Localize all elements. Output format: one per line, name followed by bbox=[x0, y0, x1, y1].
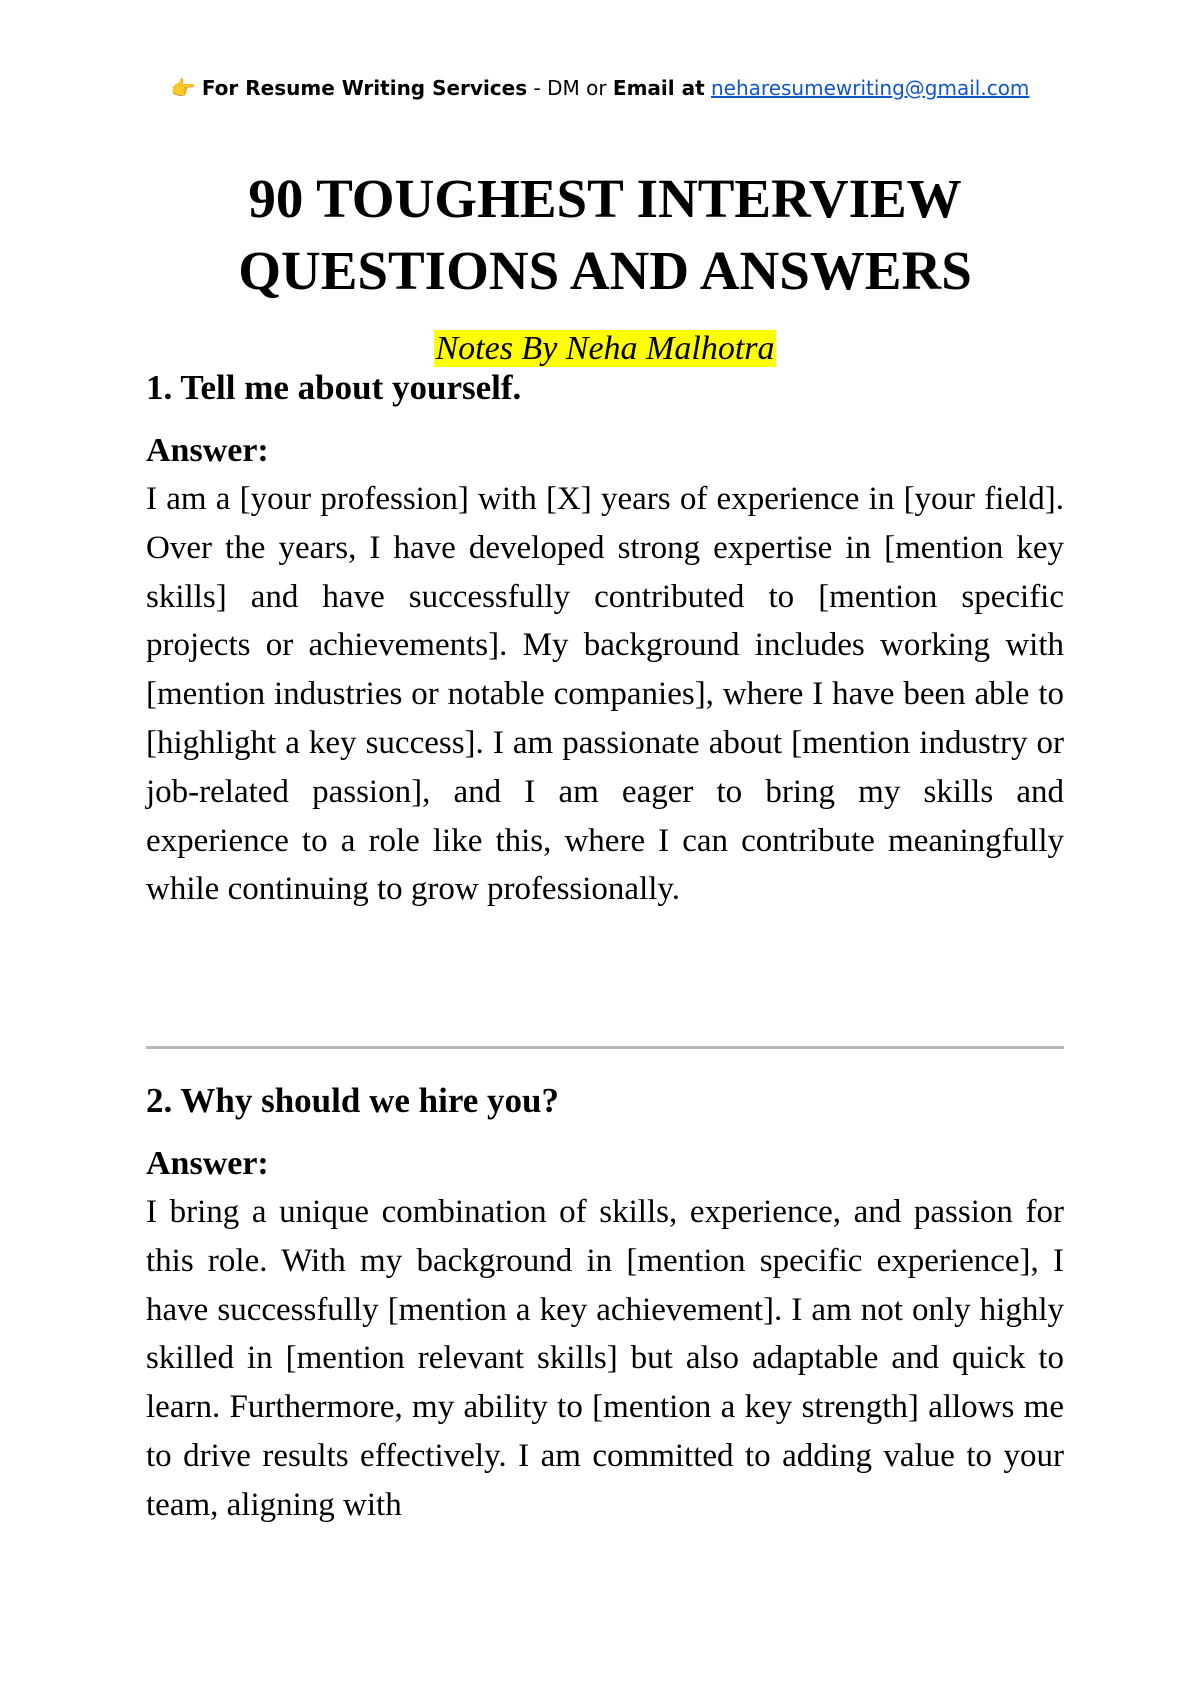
title-line-1: 90 TOUGHEST INTERVIEW bbox=[248, 168, 962, 229]
question-heading: 1. Tell me about yourself. bbox=[146, 368, 522, 407]
answer-label: Answer: bbox=[146, 432, 269, 469]
promo-header bbox=[0, 74, 1200, 102]
promo-mid: - DM or bbox=[527, 76, 613, 100]
document-title bbox=[0, 163, 1200, 307]
pointing-hand-icon: 👉 bbox=[170, 76, 196, 100]
question-block-1 bbox=[146, 367, 1064, 914]
email-label: Email at bbox=[612, 76, 705, 100]
section-divider bbox=[146, 1046, 1064, 1049]
answer-text: I am a [your profession] with [X] years of experience in [your field]. Over the years, I have developed strong expertise in [mention key skills] and have successfully contributed to [mention specific projects or achievements]. My background includes working with [mention industries or notable companies], where I have been able to [highlight a key success]. I am passionate about [mention industry or job-related passion], and I am eager to bring my skills and experience to a role like this, where I can contribute meaningfully while continuing to grow professionally. bbox=[146, 481, 1064, 908]
answer-text: I bring a unique combination of skills, experience, and passion for this role. With my background in [mention specific experience], I have successfully [mention a key achievement]. I am not only highly skilled in [mention relevant skills] but also adaptable and quick to learn. Furthermore, my ability to [mention a key strength] allows me to drive results effectively. I am committed to adding value to your team, aligning with bbox=[146, 1194, 1064, 1523]
answer-label: Answer: bbox=[146, 1145, 269, 1182]
title-line-2: QUESTIONS AND ANSWERS bbox=[238, 240, 972, 301]
author-line bbox=[0, 329, 1200, 369]
email-link[interactable]: neharesumewriting@gmail.com bbox=[711, 76, 1030, 100]
question-block-2 bbox=[146, 1080, 1064, 1530]
author-highlight: Notes By Neha Malhotra bbox=[435, 330, 775, 367]
question-heading: 2. Why should we hire you? bbox=[146, 1081, 559, 1120]
promo-lead: For Resume Writing Services bbox=[201, 76, 528, 100]
